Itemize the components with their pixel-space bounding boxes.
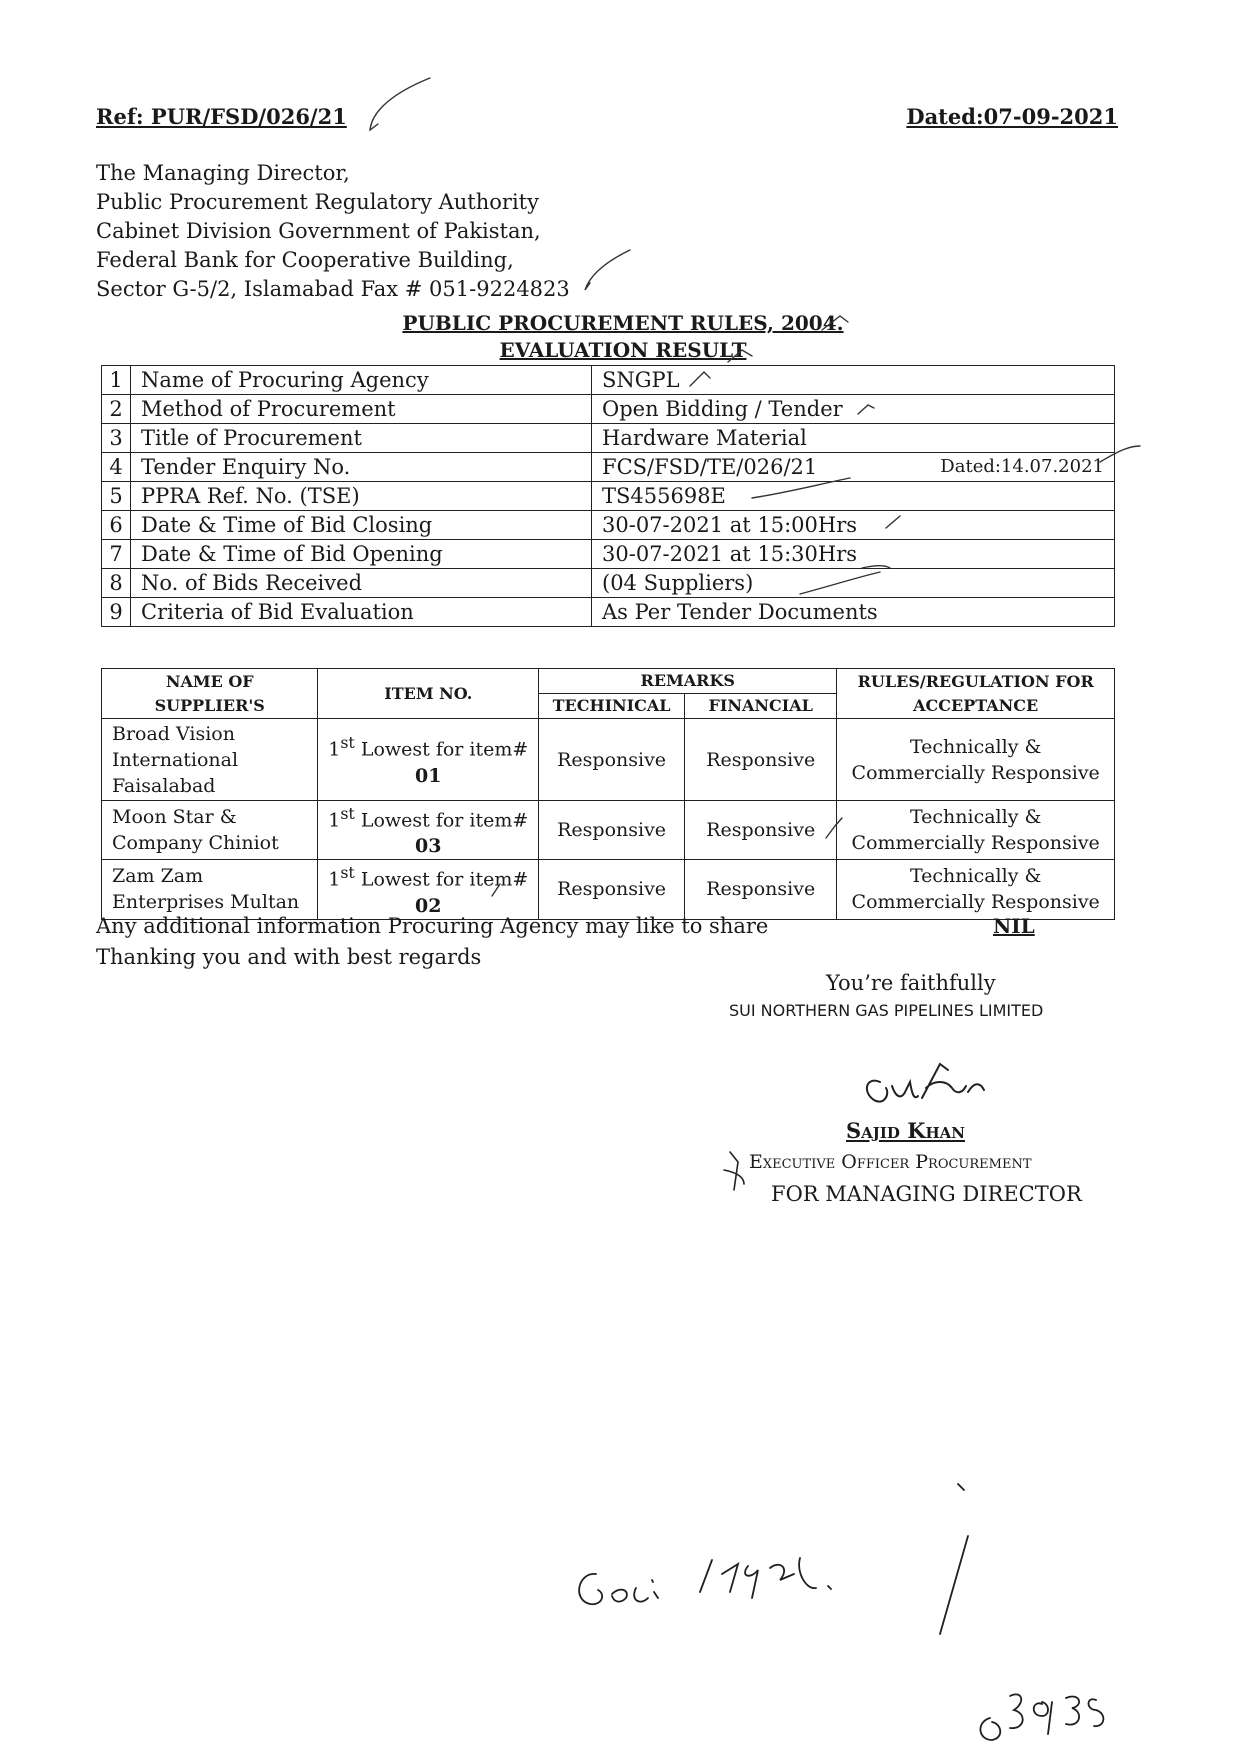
info-row-value: Open Bidding / Tender — [592, 395, 1115, 424]
acceptance-line: Technically & — [909, 735, 1042, 758]
supplier-header-row — [102, 669, 1115, 694]
technical-remark: Responsive — [539, 860, 685, 919]
supplier-row — [102, 719, 1115, 801]
closing-text: You’re faithfully — [826, 971, 996, 995]
supplier-item — [318, 801, 539, 860]
item-number: 03 — [415, 835, 442, 858]
info-row-label: Date & Time of Bid Opening — [131, 540, 592, 569]
address-line: Public Procurement Regulatory Authority — [96, 190, 539, 214]
supplier-item — [318, 860, 539, 919]
info-row-label: Title of Procurement — [131, 424, 592, 453]
info-row-number: 5 — [102, 482, 131, 511]
supplier-name: Broad Vision International Faisalabad — [102, 719, 318, 801]
procurement-info-table — [101, 365, 1115, 627]
thanks-text: Thanking you and with best regards — [96, 945, 482, 969]
company-name: SUI NORTHERN GAS PIPELINES LIMITED — [729, 1001, 1044, 1020]
additional-info-value: NIL — [993, 914, 1035, 938]
supplier-item — [318, 719, 539, 801]
financial-remark: Responsive — [685, 860, 837, 919]
technical-remark: Responsive — [539, 719, 685, 801]
info-row-number: 1 — [102, 366, 131, 395]
item-rank: 1 — [328, 868, 341, 891]
supplier-row — [102, 801, 1115, 860]
info-row-label: Tender Enquiry No. — [131, 453, 592, 482]
tender-enquiry-date: Dated:14.07.2021 — [940, 456, 1104, 477]
signer-name: Sajid Khan — [846, 1118, 966, 1143]
financial-remark: Responsive — [685, 801, 837, 860]
info-row-label: Criteria of Bid Evaluation — [131, 598, 592, 627]
header-remarks: REMARKS — [539, 669, 837, 694]
info-row-label: Name of Procuring Agency — [131, 366, 592, 395]
info-row-value: 30-07-2021 at 15:30Hrs — [592, 540, 1115, 569]
info-row-number: 3 — [102, 424, 131, 453]
financial-remark: Responsive — [685, 719, 837, 801]
item-number: 02 — [415, 894, 442, 917]
info-row — [102, 424, 1115, 453]
item-number: 01 — [415, 764, 442, 787]
acceptance-line: Commercially Responsive — [851, 761, 1100, 784]
info-row-label: Date & Time of Bid Closing — [131, 511, 592, 540]
supplier-name: Zam Zam Enterprises Multan — [102, 860, 318, 919]
acceptance-line: Commercially Responsive — [851, 832, 1100, 855]
letter-date: Dated:07-09-2021 — [906, 104, 1118, 129]
rules-title: PUBLIC PROCUREMENT RULES, 2004. — [402, 311, 844, 335]
address-line: Federal Bank for Cooperative Building, — [96, 248, 514, 272]
info-row — [102, 569, 1115, 598]
item-text: Lowest for item# — [354, 868, 529, 891]
item-rank-suffix: st — [340, 804, 355, 823]
info-row-value: (04 Suppliers) — [592, 569, 1115, 598]
info-row-label: PPRA Ref. No. (TSE) — [131, 482, 592, 511]
info-row-value: TS455698E — [592, 482, 1115, 511]
info-row-number: 2 — [102, 395, 131, 424]
item-rank: 1 — [328, 738, 341, 761]
info-row-number: 4 — [102, 453, 131, 482]
signer-designation: Executive Officer Procurement — [749, 1151, 1032, 1173]
signature — [867, 1064, 984, 1102]
supplier-row — [102, 860, 1115, 919]
info-row-number: 6 — [102, 511, 131, 540]
info-row-label: No. of Bids Received — [131, 569, 592, 598]
acceptance-line: Technically & — [909, 806, 1042, 829]
handwritten-note — [579, 1484, 968, 1634]
header-technical: TECHINICAL — [539, 694, 685, 719]
tender-enquiry-number: FCS/FSD/TE/026/21 — [602, 455, 818, 479]
header-financial: FINANCIAL — [685, 694, 837, 719]
acceptance — [837, 801, 1115, 860]
item-text: Lowest for item# — [354, 809, 529, 832]
supplier-evaluation-table — [101, 668, 1115, 920]
info-row — [102, 598, 1115, 627]
info-row — [102, 366, 1115, 395]
info-row — [102, 540, 1115, 569]
acceptance — [837, 860, 1115, 919]
header-item-no: ITEM NO. — [318, 669, 539, 719]
address-line: The Managing Director, — [96, 161, 350, 185]
supplier-name: Moon Star & Company Chiniot — [102, 801, 318, 860]
info-row — [102, 395, 1115, 424]
acceptance-line: Technically & — [909, 865, 1042, 888]
info-row-value — [592, 453, 1115, 482]
reference-number: Ref: PUR/FSD/026/21 — [96, 104, 347, 129]
header-supplier-name: NAME OF SUPPLIER'S — [102, 669, 318, 719]
technical-remark: Responsive — [539, 801, 685, 860]
item-text: Lowest for item# — [354, 738, 529, 761]
info-row — [102, 511, 1115, 540]
info-row-number: 8 — [102, 569, 131, 598]
address-line: Cabinet Division Government of Pakistan, — [96, 219, 541, 243]
info-row-value: SNGPL — [592, 366, 1115, 395]
evaluation-title: EVALUATION RESULT — [499, 338, 747, 362]
info-row-number: 9 — [102, 598, 131, 627]
info-row-label: Method of Procurement — [131, 395, 592, 424]
info-row-value: As Per Tender Documents — [592, 598, 1115, 627]
recipient-address — [96, 159, 570, 304]
address-line: Sector G-5/2, Islamabad Fax # 051-9224823 — [96, 277, 570, 301]
info-row-value: 30-07-2021 at 15:00Hrs — [592, 511, 1115, 540]
info-row — [102, 482, 1115, 511]
additional-info-text: Any additional information Procuring Agency may like to share — [96, 914, 769, 938]
info-row — [102, 453, 1115, 482]
handwritten-number — [980, 1694, 1103, 1740]
acceptance — [837, 719, 1115, 801]
info-row-number: 7 — [102, 540, 131, 569]
item-rank-suffix: st — [340, 863, 355, 883]
item-rank-suffix: st — [340, 733, 355, 753]
initials-mark — [724, 1152, 744, 1190]
for-managing-director: FOR MANAGING DIRECTOR — [771, 1182, 1082, 1206]
item-rank: 1 — [328, 809, 341, 832]
info-row-value: Hardware Material — [592, 424, 1115, 453]
header-rules: RULES/REGULATION FOR ACCEPTANCE — [837, 669, 1115, 719]
acceptance-line: Commercially Responsive — [851, 891, 1100, 914]
